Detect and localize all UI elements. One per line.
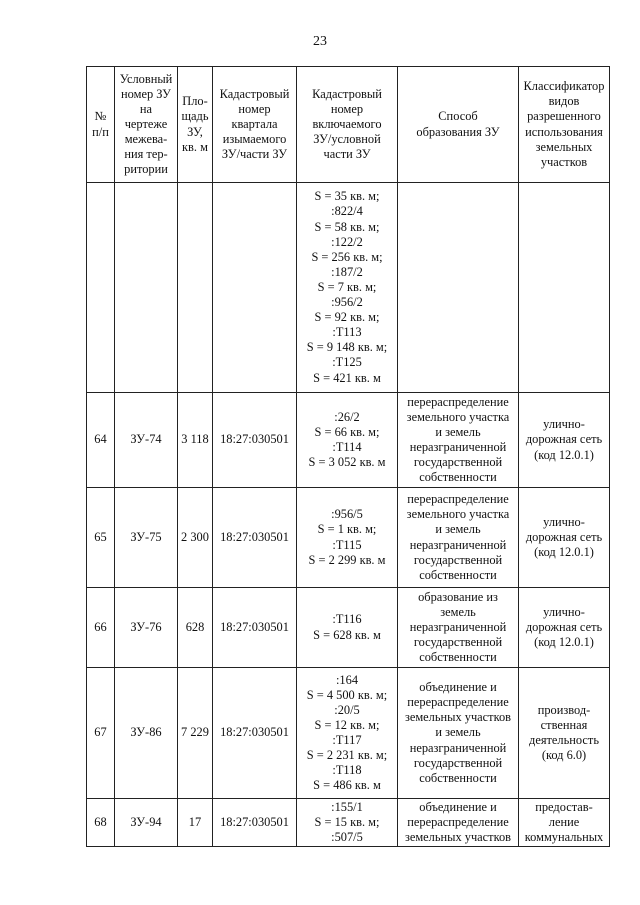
page-number: 23 <box>313 34 327 49</box>
cell-quarter <box>213 183 297 393</box>
cell-method: перераспределение земельного участка и земель неразграниченной государственной собственности <box>398 488 519 588</box>
table-row <box>87 588 610 668</box>
cell-num: 68 <box>87 799 115 847</box>
cell-included: S = 35 кв. м; :822/4 S = 58 кв. м; :122/2 S = 256 кв. м; :187/2 S = 7 кв. м; :956/2 S = 92 кв. м; :Т113 S = 9 148 кв. м; :Т125 S = 421 кв. м <box>297 183 398 393</box>
cell-included: :Т116 S = 628 кв. м <box>297 588 398 668</box>
cell-included: :26/2 S = 66 кв. м; :Т114 S = 3 052 кв. м <box>297 393 398 488</box>
cell-classifier <box>519 183 610 393</box>
table-row <box>87 668 610 799</box>
header-method: Способ образования ЗУ <box>398 67 519 183</box>
table-header-row <box>87 67 610 183</box>
cell-method: образование из земель неразграниченной государственной собственности <box>398 588 519 668</box>
cell-zu: ЗУ-76 <box>115 588 178 668</box>
cell-area: 628 <box>178 588 213 668</box>
land-plots-table <box>86 66 610 847</box>
cell-zu: ЗУ-94 <box>115 799 178 847</box>
cell-area: 7 229 <box>178 668 213 799</box>
header-num: № п/п <box>87 67 115 183</box>
table-row <box>87 393 610 488</box>
cell-classifier: предостав- ление коммунальных <box>519 799 610 847</box>
cell-classifier: улично- дорожная сеть (код 12.0.1) <box>519 393 610 488</box>
cell-quarter: 18:27:030501 <box>213 799 297 847</box>
cell-num: 66 <box>87 588 115 668</box>
table-row <box>87 799 610 847</box>
header-area: Пло- щадь ЗУ, кв. м <box>178 67 213 183</box>
cell-quarter: 18:27:030501 <box>213 668 297 799</box>
cell-included: :164 S = 4 500 кв. м; :20/5 S = 12 кв. м; :Т117 S = 2 231 кв. м; :Т118 S = 486 кв. м <box>297 668 398 799</box>
table-row <box>87 488 610 588</box>
cell-method: перераспределение земельного участка и земель неразграниченной государственной собственности <box>398 393 519 488</box>
cell-zu: ЗУ-75 <box>115 488 178 588</box>
cell-num <box>87 183 115 393</box>
cell-area <box>178 183 213 393</box>
cell-quarter: 18:27:030501 <box>213 588 297 668</box>
cell-area: 3 118 <box>178 393 213 488</box>
cell-area: 17 <box>178 799 213 847</box>
cell-method <box>398 183 519 393</box>
cell-method: объединение и перераспределение земельных участков и земель неразграниченной государственной собственности <box>398 668 519 799</box>
cell-num: 64 <box>87 393 115 488</box>
cell-classifier: производ- ственная деятельность (код 6.0) <box>519 668 610 799</box>
cell-num: 67 <box>87 668 115 799</box>
cell-method: объединение и перераспределение земельных участков <box>398 799 519 847</box>
cell-quarter: 18:27:030501 <box>213 488 297 588</box>
cell-included: :155/1 S = 15 кв. м; :507/5 <box>297 799 398 847</box>
cell-included: :956/5 S = 1 кв. м; :Т115 S = 2 299 кв. м <box>297 488 398 588</box>
cell-zu: ЗУ-86 <box>115 668 178 799</box>
header-included: Кадастровый номер включаемого ЗУ/условной части ЗУ <box>297 67 398 183</box>
header-zu-number: Условный номер ЗУ на чертеже межева- ния тер- ритории <box>115 67 178 183</box>
cell-classifier: улично- дорожная сеть (код 12.0.1) <box>519 588 610 668</box>
cell-classifier: улично- дорожная сеть (код 12.0.1) <box>519 488 610 588</box>
cell-zu: ЗУ-74 <box>115 393 178 488</box>
cell-area: 2 300 <box>178 488 213 588</box>
header-classifier: Классификатор видов разрешенного использования земельных участков <box>519 67 610 183</box>
header-quarter: Кадастровый номер квартала изымаемого ЗУ/части ЗУ <box>213 67 297 183</box>
table-row <box>87 183 610 393</box>
cell-num: 65 <box>87 488 115 588</box>
cell-quarter: 18:27:030501 <box>213 393 297 488</box>
cell-zu <box>115 183 178 393</box>
